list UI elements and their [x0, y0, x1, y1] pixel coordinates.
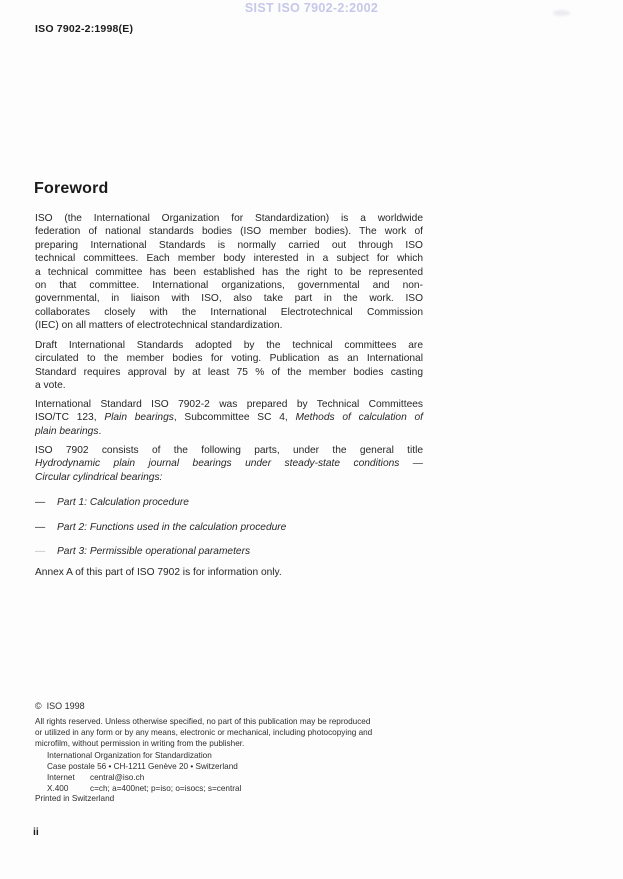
text-segment: (IEC) on all matters of electrotechnical standardization.	[35, 320, 283, 332]
address-line: International Organization for Standardization	[47, 751, 212, 760]
text-segment: .	[98, 425, 102, 437]
text-segment: circulated to the member bodies for voting. Publication as an International	[35, 353, 423, 365]
page-title: Foreword	[34, 180, 109, 197]
rights-notice	[35, 716, 372, 750]
text-segment: federation of national standards bodies (ISO member bodies). The work of	[35, 226, 423, 238]
text-line	[35, 339, 423, 352]
paragraph-prepared-by	[35, 398, 423, 438]
text-line	[35, 319, 423, 332]
copyright-line: © ISO 1998	[35, 701, 85, 711]
parts-list-item	[35, 496, 423, 509]
parts-list-item	[35, 521, 423, 534]
text-segment: ISO (the International Organization for Standardization) is a worldwide	[35, 213, 423, 224]
text-line	[35, 366, 423, 379]
text-segment: Draft International Standards adopted by the technical committees are	[35, 340, 423, 351]
text-segment: , Subcommittee SC 4,	[173, 412, 296, 424]
contact-value: c=ch; a=400net; p=iso; o=isocs; s=central	[90, 784, 242, 793]
text-segment: ISO 7902 consists of the following parts, under the general title	[35, 445, 423, 456]
contact-row	[47, 783, 241, 794]
contact-value: central@iso.ch	[90, 773, 145, 782]
rights-notice-line: All rights reserved. Unless otherwise specified, no part of this publication may be reproduced	[35, 717, 371, 726]
rights-notice-line: or utilized in any form or by any means, electronic or mechanical, including photocopying and	[35, 728, 373, 738]
document-reference: ISO 7902-2:1998(E)	[35, 23, 134, 35]
page-number: ii	[33, 826, 39, 838]
text-line	[35, 457, 423, 470]
text-line	[35, 411, 423, 424]
parts-list-item-label: Part 1: Calculation procedure	[57, 497, 189, 508]
italic-text-segment: Plain bearings	[104, 412, 174, 424]
text-segment: technical committees. Each member body interested in a subject for which	[35, 253, 423, 265]
text-line	[35, 379, 423, 392]
list-dash: —	[35, 546, 46, 558]
paragraph-draft-standards	[35, 339, 423, 393]
italic-text-segment: Hydrodynamic plain journal bearings under steady-state conditions —	[35, 458, 423, 470]
text-segment: on that committee. International organizations, governmental and non-	[35, 280, 423, 292]
parts-list	[35, 496, 423, 570]
text-line	[35, 279, 423, 292]
text-line	[35, 266, 423, 279]
italic-text-segment: plain bearings	[35, 425, 99, 437]
rights-notice-line: microfilm, without permission in writing from the publisher.	[35, 739, 245, 749]
list-dash: —	[35, 497, 46, 508]
italic-text-segment: Circular cylindrical bearings:	[35, 471, 163, 483]
text-line	[35, 471, 423, 484]
parts-list-item-label: Part 2: Functions used in the calculation procedure	[57, 521, 287, 533]
text-segment: Standard requires approval by at least 75 % of the member bodies casting	[35, 366, 423, 378]
parts-list-item-label: Part 3: Permissible operational parameters	[57, 546, 251, 558]
text-line	[35, 292, 423, 305]
text-line	[35, 398, 423, 411]
text-segment: International Standard ISO 7902-2 was prepared by Technical Committees	[35, 399, 423, 410]
text-line	[35, 444, 423, 457]
text-line	[35, 352, 423, 365]
list-dash: —	[35, 521, 46, 533]
text-line	[35, 566, 423, 579]
text-line	[35, 239, 423, 252]
contact-label: Internet	[47, 773, 75, 782]
text-line	[35, 252, 423, 265]
text-line	[35, 212, 423, 225]
text-segment: a vote.	[35, 380, 66, 392]
publisher-address-block	[47, 750, 241, 794]
text-line	[35, 306, 423, 319]
text-segment: Annex A of this part of ISO 7902 is for information only.	[35, 567, 282, 578]
printed-in-line: Printed in Switzerland	[35, 794, 115, 803]
scan-smudge-artifact	[553, 10, 570, 16]
address-line: Case postale 56 • CH-1211 Genève 20 • Switzerland	[47, 762, 238, 771]
text-segment: governmental, in liaison with ISO, also take part in the work. ISO	[35, 293, 423, 305]
contact-row	[47, 772, 241, 783]
contact-label: X.400	[47, 784, 69, 793]
text-segment: preparing International Standards is normally carried out through ISO	[35, 239, 423, 251]
text-segment: a technical committee has been established has the right to be represented	[35, 266, 423, 278]
text-segment: ISO/TC 123,	[35, 412, 105, 424]
text-line	[35, 225, 423, 238]
text-line	[35, 425, 423, 438]
paragraph-annex-note	[35, 566, 423, 579]
parts-list-item	[35, 545, 423, 558]
italic-text-segment: Methods of calculation of	[295, 412, 424, 424]
paragraph-iso-intro	[35, 212, 423, 333]
paragraph-parts-intro	[35, 444, 423, 484]
watermark-text: SIST ISO 7902-2:2002	[244, 1, 379, 15]
text-segment: collaborates closely with the International Electrotechnical Commission	[35, 306, 423, 318]
